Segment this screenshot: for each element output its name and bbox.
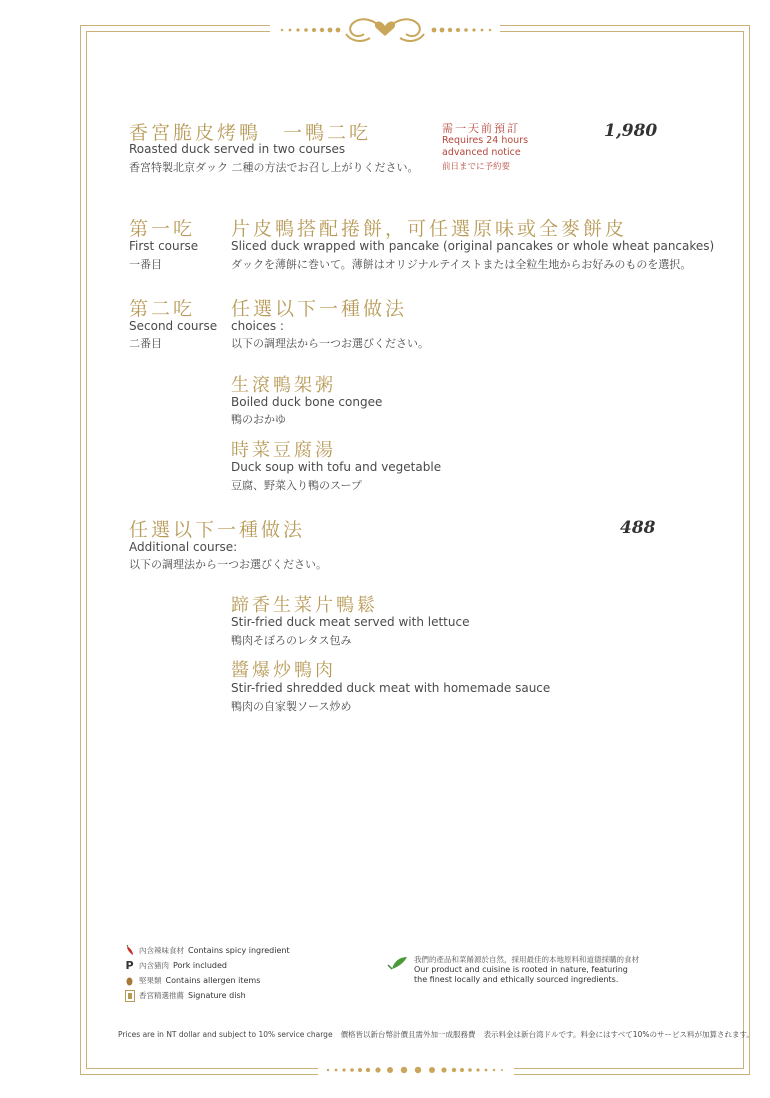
- pork-icon: P: [125, 959, 134, 972]
- first-course-label-zh: 第一吃: [129, 218, 196, 240]
- signature-title-en: Roasted duck served in two courses: [129, 142, 346, 156]
- natural-sourcing-note: [386, 955, 639, 985]
- notice-zh: 需一天前預訂: [442, 122, 520, 135]
- first-course-desc-zh: 片皮鴨搭配捲餅，可任選原味或全麥餅皮: [231, 218, 628, 240]
- second-option-1-en: Boiled duck bone congee: [231, 395, 383, 409]
- bottom-ornament-icon: [0, 1058, 770, 1082]
- second-course-desc-zh: 任選以下一種做法: [231, 298, 408, 320]
- additional-title-zh: 任選以下一種做法: [129, 519, 306, 541]
- signature-title-ja: 香宮特製北京ダック 二種の方法でお召し上がりください。: [129, 161, 419, 174]
- additional-title-en: Additional course:: [129, 540, 238, 554]
- natural-en-line2: the finest locally and ethically sourced ingredients.: [414, 975, 619, 984]
- service-charge-note: Prices are in NT dollar and subject to 10% service charge 價格皆以新台幣計價且需外加一成服務費 表示料金は新台湾ドルです。料金にはすべて10%のサービス料が加算されます。: [118, 1030, 754, 1039]
- first-course-label-en: First course: [129, 239, 199, 253]
- second-course-desc-ja: 以下の調理法から一つお選びください。: [231, 337, 429, 350]
- nut-icon: [124, 975, 135, 986]
- additional-price: 488: [620, 518, 656, 538]
- second-option-2-ja: 豆腐、野菜入り鴨のスープ: [231, 479, 362, 492]
- natural-zh: 我們的產品和菜餚源於自然，採用最佳的本地原料和道德採購的食材: [414, 955, 639, 964]
- top-ornament-icon: [0, 8, 770, 48]
- second-course-label-ja: 二番目: [129, 337, 162, 350]
- second-course-label-en: Second course: [129, 319, 218, 333]
- additional-title-ja: 以下の調理法から一つお選びください。: [129, 558, 327, 571]
- legend-signature: 香宮精選推薦 Signature dish: [124, 990, 246, 1001]
- notice-en-line2: advanced notice: [442, 147, 521, 158]
- additional-option-2-zh: 醬爆炒鴨肉: [231, 660, 336, 681]
- notice-ja: 前日までに予約要: [442, 162, 511, 172]
- second-option-1-zh: 生滾鴨架粥: [231, 375, 336, 396]
- additional-option-1-ja: 鴨肉そぼろのレタス包み: [231, 634, 352, 647]
- first-course-label-ja: 一番目: [129, 258, 162, 271]
- natural-en-line1: Our product and cuisine is rooted in nature, featuring: [414, 965, 628, 974]
- second-course-desc-en: choices :: [231, 319, 284, 333]
- signature-icon: [124, 990, 135, 1001]
- notice-en-line1: Requires 24 hours: [442, 135, 529, 146]
- additional-option-1-en: Stir-fried duck meat served with lettuce: [231, 615, 470, 629]
- additional-option-2-ja: 鴨肉の自家製ソース炒め: [231, 700, 352, 713]
- legend-spicy: 內含辣味食材 Contains spicy ingredient: [124, 945, 290, 956]
- second-option-2-zh: 時菜豆腐湯: [231, 440, 336, 461]
- legend-nut: 堅果類 Contains allergen items: [124, 975, 260, 986]
- signature-title-zh: 香宮脆皮烤鴨 一鴨二吃: [129, 122, 372, 144]
- signature-price: 1,980: [604, 121, 658, 141]
- first-course-desc-en: Sliced duck wrapped with pancake (original pancakes or whole wheat pancakes): [231, 239, 715, 253]
- second-course-label-zh: 第二吃: [129, 298, 196, 320]
- first-course-desc-ja: ダックを薄餅に巻いて。薄餅はオリジナルテイストまたは全粒生地からお好みのものを選択。: [231, 258, 692, 271]
- legend-pork: P 內含豬肉 Pork included: [125, 959, 227, 972]
- chili-icon: [124, 945, 135, 956]
- leaf-icon: [386, 955, 408, 985]
- second-option-1-ja: 鴨のおかゆ: [231, 413, 286, 426]
- additional-option-2-en: Stir-fried shredded duck meat with homemade sauce: [231, 681, 551, 695]
- second-option-2-en: Duck soup with tofu and vegetable: [231, 460, 442, 474]
- additional-option-1-zh: 蹄香生菜片鴨鬆: [231, 595, 378, 616]
